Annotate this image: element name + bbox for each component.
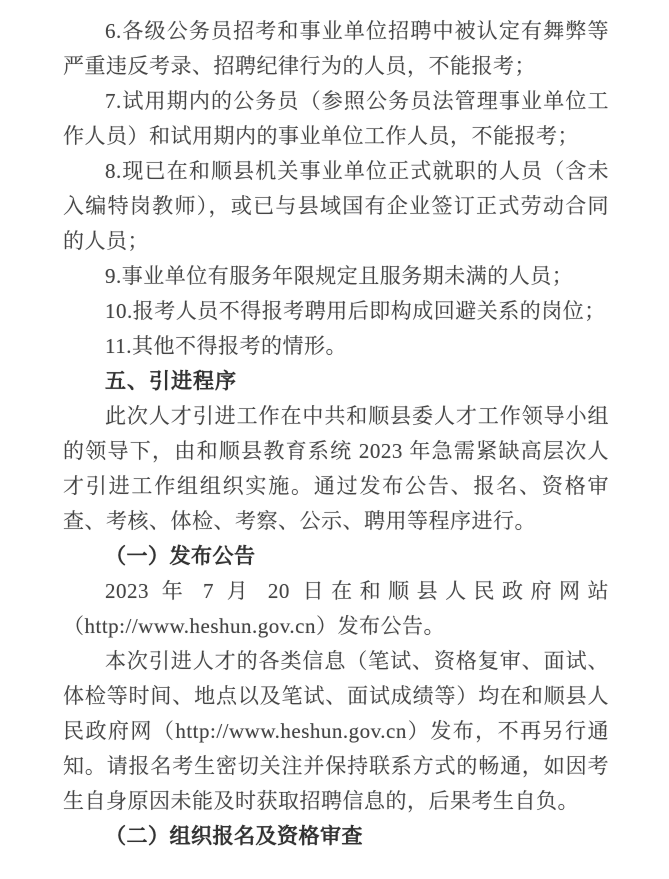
paragraph: 6.各级公务员招考和事业单位招聘中被认定有舞弊等严重违反考录、招聘纪律行为的人员，不能报考； xyxy=(63,19,609,78)
paragraph: 8.现已在和顺县机关事业单位正式就职的人员（含未入编特岗教师），或已与县域国有企业签订正式劳动合同的人员； xyxy=(63,159,609,253)
paragraph: 本次引进人才的各类信息（笔试、资格复审、面试、体检等时间、地点以及笔试、面试成绩等）均在和顺县人民政府网（http://www.heshun.gov.cn）发布，不再另行通知。请报名考生密切关注并保持联系方式的畅通，如因考生自身原因未能及时获取招聘信息的，后果考生自负。 xyxy=(63,649,609,813)
paragraph: 10.报考人员不得报考聘用后即构成回避关系的岗位； xyxy=(105,299,606,323)
paragraph: 7.试用期内的公务员（参照公务员法管理事业单位工作人员）和试用期内的事业单位工作人员，不能报考； xyxy=(63,89,609,148)
document-content xyxy=(63,14,609,854)
paragraph: 9.事业单位有服务年限规定且服务期未满的人员； xyxy=(105,264,574,288)
paragraph: 此次人才引进工作在中共和顺县委人才工作领导小组的领导下，由和顺县教育系统 2023 年急需紧缺高层次人才引进工作组组织实施。通过发布公告、报名、资格审查、考核、体检、考察、公示、聘用等程序进行。 xyxy=(63,404,609,533)
subsection-heading: （一）发布公告 xyxy=(105,544,256,568)
subsection-heading: （二）组织报名及资格审查 xyxy=(105,824,363,848)
section-heading: 五、引进程序 xyxy=(105,370,237,393)
paragraph: 2023 年 7 月 20 日在和顺县人民政府网站（http://www.heshun.gov.cn）发布公告。 xyxy=(63,579,609,638)
paragraph: 11.其他不得报考的情形。 xyxy=(105,334,347,358)
